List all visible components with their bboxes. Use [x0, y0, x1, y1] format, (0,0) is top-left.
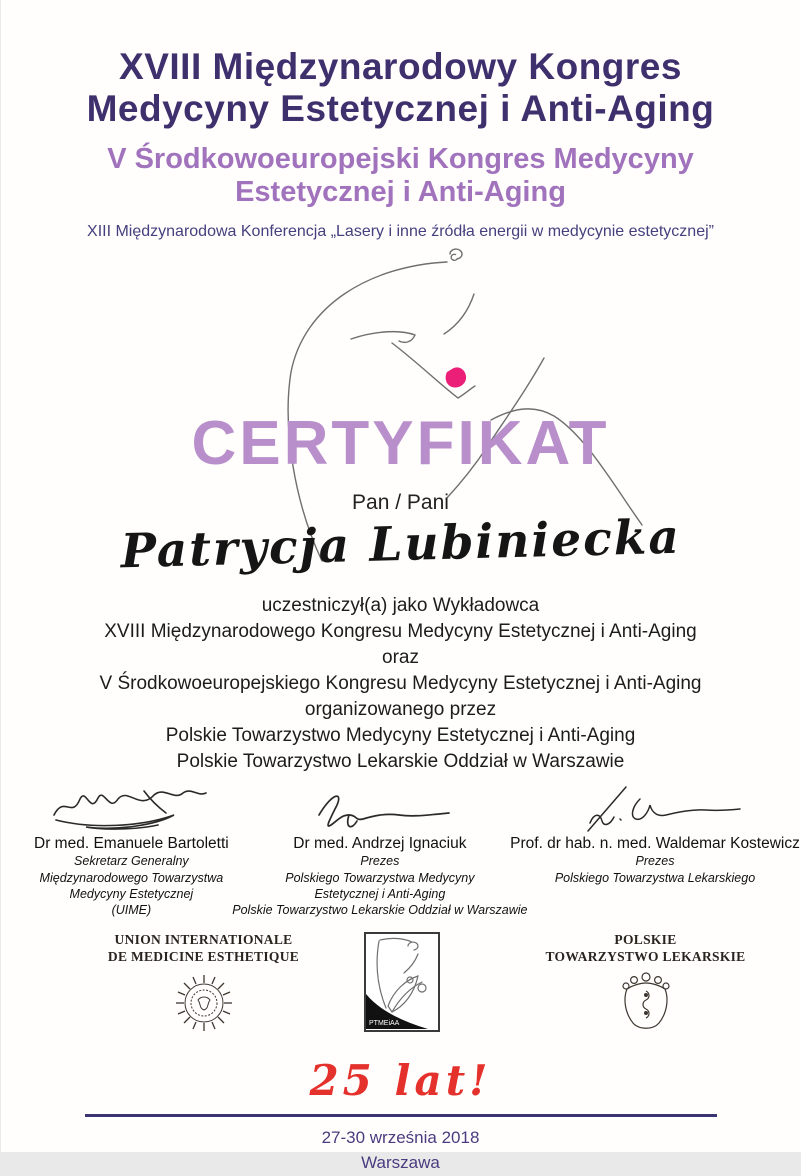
page-title: [1, 0, 801, 130]
signature-icon: [560, 785, 750, 833]
body-line: Polskie Towarzystwo Medycyny Estetycznej i Anti-Aging: [165, 725, 636, 747]
signature-row: [1, 775, 801, 918]
org-name: [108, 932, 299, 966]
signatory-ignaciuk: [232, 785, 527, 918]
signature-icon: [46, 785, 216, 833]
conference-line: XIII Międzynarodowa Konferencja „Lasery i inne źródła energii w medycynie estetycznej”: [87, 223, 714, 241]
event-date: 27-30 września 2018: [321, 1128, 480, 1148]
org-name-line: TOWARZYSTWO LEKARSKIE: [545, 949, 746, 965]
body-line: organizowanego przez: [304, 699, 497, 721]
event-date-block: [1, 1126, 801, 1175]
figure-stamp-icon: [364, 932, 440, 1032]
signatory-role: (UIME): [111, 903, 152, 918]
signatory-role: Prezes: [360, 854, 400, 869]
certificate-page: [1, 0, 801, 1172]
sun-seal-icon: [173, 972, 235, 1034]
org-ptmeiaa-stamp: [364, 932, 440, 1037]
certificate-body: [1, 593, 801, 775]
congress-subtitle: [1, 143, 801, 210]
signatory-name: Prof. dr hab. n. med. Waldemar Kostewicz: [510, 835, 800, 853]
body-line: V Środkowoeuropejskiego Kongresu Medycyny Estetycznej i Anti-Aging: [99, 673, 702, 695]
org-uime: [89, 932, 319, 1034]
event-city: Warszawa: [361, 1152, 440, 1172]
body-line: Polskie Towarzystwo Lekarskie Oddział w Warszawie: [176, 751, 625, 773]
signatory-bartoletti: [31, 785, 233, 918]
title-line-2: Medycyny Estetycznej i Anti-Aging: [86, 87, 715, 129]
title-line-1: XVIII Międzynarodowy Kongres: [119, 46, 682, 87]
signatory-kostewicz: [510, 785, 800, 886]
org-name-line: POLSKIE: [614, 932, 677, 948]
anniversary-text: 25 lat!: [309, 1056, 492, 1106]
body-line: uczestniczył(a) jako Wykładowca: [261, 595, 540, 617]
signature-icon: [305, 785, 455, 833]
subtitle-line-1: V Środkowoeuropejski Kongres Medycyny: [107, 142, 694, 175]
signatory-role: Międzynarodowego Towarzystwa: [39, 870, 224, 885]
organization-logos: [1, 932, 801, 1050]
signatory-role: Polskiego Towarzystwa Lekarskiego: [554, 870, 756, 885]
signatory-role: Polskie Towarzystwo Lekarskie Oddział w Warszawie: [232, 903, 528, 918]
signatory-name: Dr med. Andrzej Ignaciuk: [293, 835, 467, 853]
signatory-role: Sekretarz Generalny: [74, 854, 189, 869]
org-name-line: DE MEDICINE ESTHETIQUE: [107, 949, 300, 965]
org-name-line: UNION INTERNATIONALE: [114, 932, 293, 948]
signatory-role: Estetycznej i Anti-Aging: [314, 886, 446, 901]
body-line: oraz: [382, 647, 419, 669]
signatory-role: Prezes: [635, 854, 675, 869]
org-name: [546, 932, 746, 966]
signatory-name: Dr med. Emanuele Bartoletti: [34, 835, 229, 853]
body-line: XVIII Międzynarodowego Kongresu Medycyny Estetycznej i Anti-Aging: [104, 621, 697, 643]
org-ptl: [536, 932, 756, 1035]
crest-seal-icon: [617, 971, 675, 1035]
sketch-area: [1, 241, 801, 413]
stamp-text: PTMEiAA: [368, 1020, 399, 1028]
subtitle-line-2: Estetycznej i Anti-Aging: [235, 175, 566, 208]
recipient-name: Patrycja Lubiniecka: [119, 509, 681, 580]
signatory-role: Medycyny Estetycznej: [69, 886, 194, 901]
certificate-heading: CERTYFIKAT: [191, 409, 610, 479]
salutation: Pan / Pani: [352, 491, 449, 515]
divider-rule: [85, 1114, 717, 1117]
signatory-role: Polskiego Towarzystwa Medycyny: [285, 870, 475, 885]
